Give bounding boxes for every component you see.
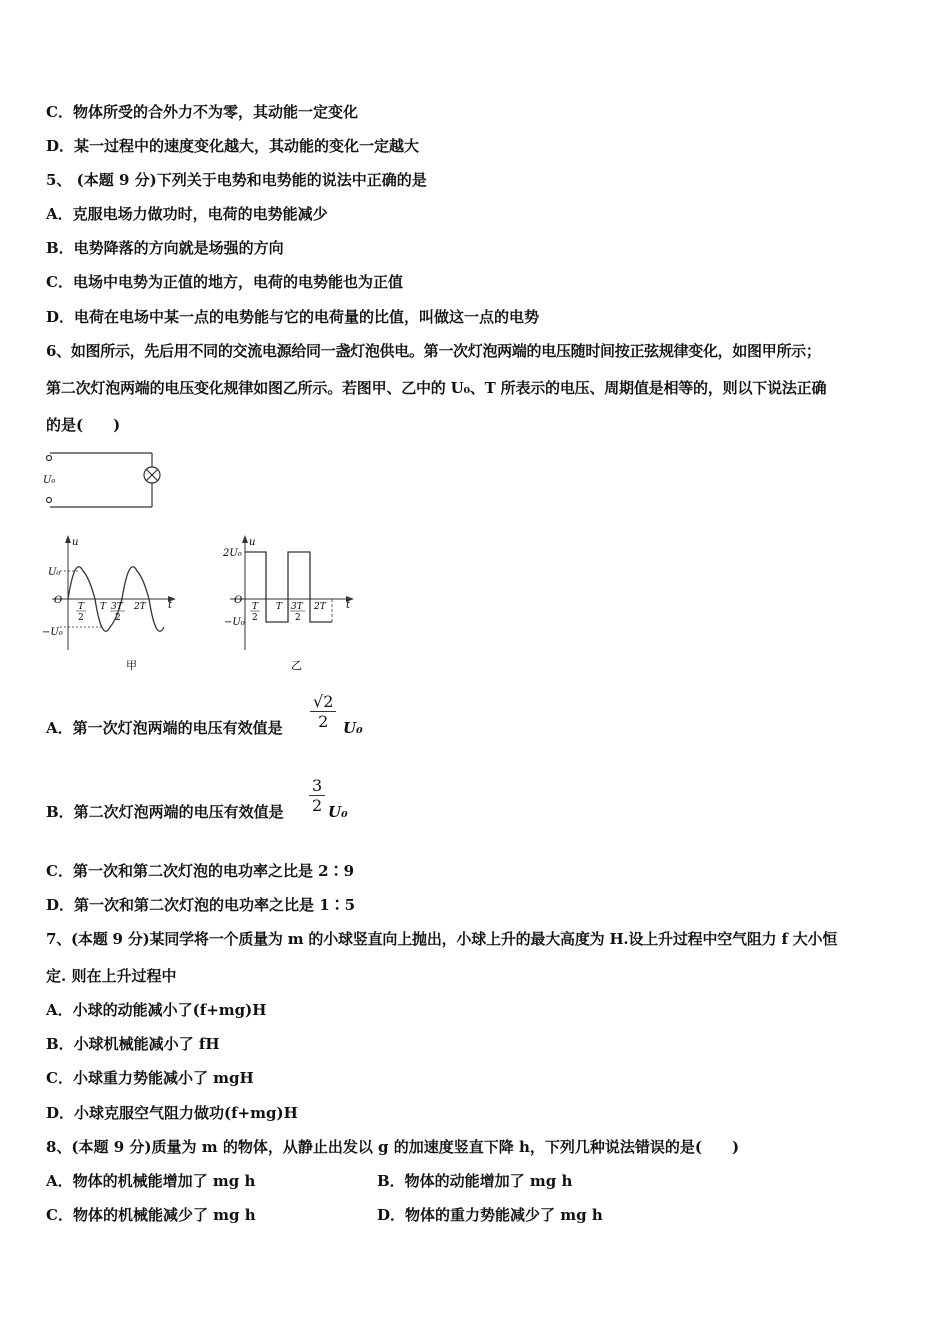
q6a-fraction <box>310 692 336 731</box>
q8-option-d: D．物体的重力势能减少了 mg h <box>377 1206 603 1224</box>
yi-t-3half-num: 3T <box>291 602 303 612</box>
q6b-fraction-num: 3 <box>309 776 325 796</box>
yi-t-full: T <box>276 602 283 612</box>
yi-t-2: 2T <box>314 602 326 612</box>
q6-option-b <box>46 802 284 822</box>
q8-option-c: C．物体的机械能减少了 mg h <box>46 1206 256 1224</box>
q6a-fraction-num: √2 <box>310 692 336 712</box>
yi-caption: 乙 <box>291 659 302 672</box>
jia-neg-u0-label: −U₀ <box>42 627 63 638</box>
q6-stem-line3: 的是( ) <box>46 416 121 434</box>
q6-option-a-text: A．第一次灯泡两端的电压有效值是 <box>46 719 283 737</box>
q6-option-a <box>46 718 283 738</box>
jia-t-3half-num: 3T <box>111 602 123 612</box>
circuit-u0-label: U₀ <box>43 475 56 486</box>
q6-option-c: C．第一次和第二次灯泡的电功率之比是 2∶9 <box>46 862 355 880</box>
q8-option-b: B．物体的动能增加了 mg h <box>377 1172 573 1190</box>
q6-option-b-text: B．第二次灯泡两端的电压有效值是 <box>46 803 284 821</box>
circuit-diagram <box>47 453 161 507</box>
jia-t-half-den: 2 <box>78 613 84 623</box>
q6-stem-line2: 第二次灯泡两端的电压变化规律如图乙所示。若图甲、乙中的 U₀、T 所表示的电压、周期值是相等的，则以下说法正确 <box>46 379 827 397</box>
graph-yi <box>222 535 354 672</box>
q6-stem-line1: 6、如图所示，先后用不同的交流电源给同一盏灯泡供电。第一次灯泡两端的电压随时间按正弦规律变化，如图甲所示； <box>46 342 821 360</box>
q4-option-d: D．某一过程中的速度变化越大，其动能的变化一定越大 <box>46 137 420 155</box>
q6b-unit: U₀ <box>328 803 348 821</box>
q6-figure <box>40 445 370 675</box>
yi-neg-u0-label: −U₀ <box>224 617 245 628</box>
graph-jia <box>42 535 176 672</box>
jia-caption: 甲 <box>126 659 137 672</box>
jia-u0-label: U₀ <box>48 567 61 578</box>
yi-u-axis: u <box>249 537 256 548</box>
q5-option-b: B．电势降落的方向就是场强的方向 <box>46 239 284 257</box>
q6b-fraction-den: 2 <box>312 796 323 815</box>
q5-option-c: C．电场中电势为正值的地方，电荷的电势能也为正值 <box>46 273 403 291</box>
yi-t-half-den: 2 <box>252 613 258 623</box>
q6a-unit: U₀ <box>343 719 363 737</box>
jia-u-axis: u <box>72 537 79 548</box>
jia-t-axis: t <box>168 600 173 611</box>
q5-stem: 5、 (本题 9 分)下列关于电势和电势能的说法中正确的是 <box>46 171 427 189</box>
jia-origin: O <box>54 595 63 606</box>
q8-option-a: A．物体的机械能增加了 mg h <box>46 1172 256 1190</box>
q7-option-d: D．小球克服空气阻力做功(f+mg)H <box>46 1104 298 1122</box>
yi-two-u0-label: 2U₀ <box>223 548 242 559</box>
q7-stem-line1: 7、(本题 9 分)某同学将一个质量为 m 的小球竖直向上抛出，小球上升的最大高度为 H.设上升过程中空气阻力 f 大小恒 <box>46 930 838 948</box>
jia-t-2: 2T <box>134 602 146 612</box>
q7-stem-line2: 定. 则在上升过程中 <box>46 967 177 985</box>
jia-t-3half-den: 2 <box>115 613 121 623</box>
q7-option-b: B．小球机械能减小了 fH <box>46 1035 220 1053</box>
q7-option-c: C．小球重力势能减小了 mgH <box>46 1069 254 1087</box>
q5-option-a: A．克服电场力做功时，电荷的电势能减少 <box>46 205 328 223</box>
q4-option-c: C．物体所受的合外力不为零，其动能一定变化 <box>46 103 358 121</box>
yi-t-3half-den: 2 <box>295 613 301 623</box>
jia-t-full: T <box>100 602 107 612</box>
yi-origin: O <box>234 595 243 606</box>
jia-t-half-num: T <box>78 602 85 612</box>
yi-t-axis: t <box>346 600 351 611</box>
yi-t-half-num: T <box>252 602 259 612</box>
q5-option-d: D．电荷在电场中某一点的电势能与它的电荷量的比值，叫做这一点的电势 <box>46 308 540 326</box>
q6b-fraction <box>309 776 325 815</box>
q6-option-d: D．第一次和第二次灯泡的电功率之比是 1∶5 <box>46 896 356 914</box>
q8-stem: 8、(本题 9 分)质量为 m 的物体，从静止出发以 g 的加速度竖直下降 h，下列几种说法错误的是( ) <box>46 1138 740 1156</box>
q7-option-a: A．小球的动能减小了(f+mg)H <box>46 1001 267 1019</box>
q6a-fraction-den: 2 <box>318 712 329 731</box>
